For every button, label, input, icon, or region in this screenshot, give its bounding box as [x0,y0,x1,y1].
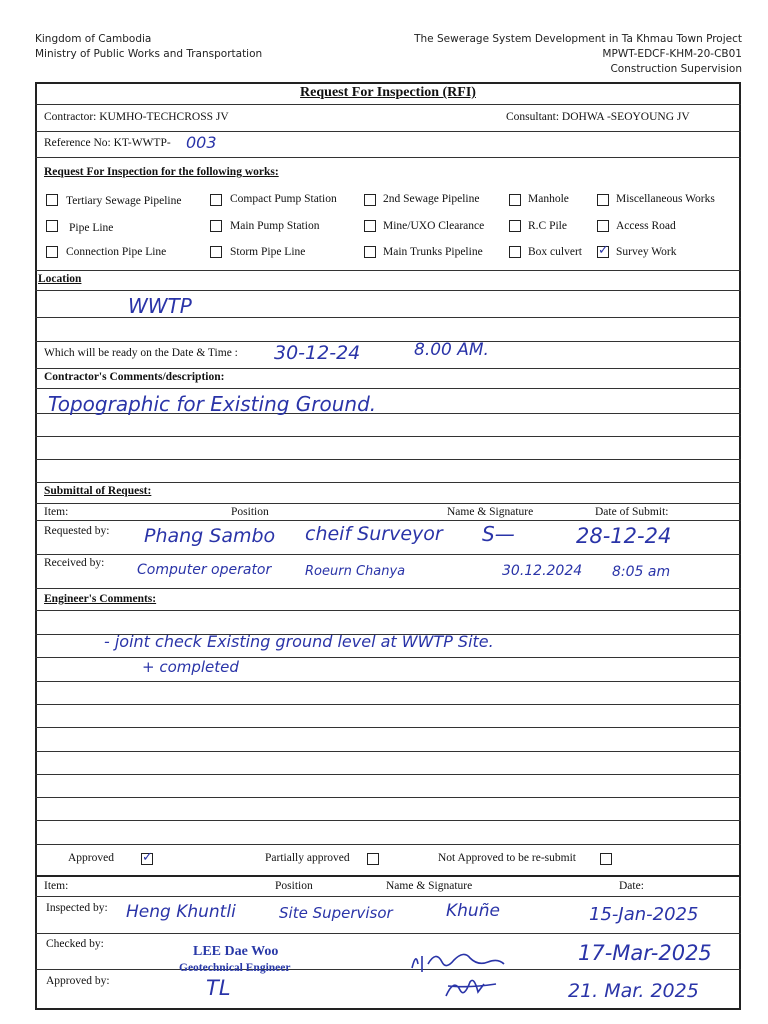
checkbox-survey-work[interactable] [597,243,609,258]
partially-approved-label: Partially approved [265,852,350,864]
not-approved-label: Not Approved to be re-submit [438,852,576,864]
rule [35,104,741,105]
inspected-by-label: Inspected by: [46,902,108,914]
location-value: WWTP [128,294,192,318]
rule [35,157,741,158]
work-label: Storm Pipe Line [230,246,306,258]
work-label: Survey Work [616,246,677,258]
requested-date: 28-12-24 [576,524,672,548]
checked-stamp-title: Geotechnical Engineer [179,962,291,974]
col-position: Position [275,880,313,892]
rule [35,554,741,555]
approved-label: Approved [68,852,114,864]
checkbox-rc-pile[interactable] [509,220,521,232]
rule [35,704,741,705]
rule [35,368,741,369]
checked-by-label: Checked by: [46,938,104,950]
checkbox-access-road[interactable] [597,220,609,232]
received-time: 8:05 am [612,564,671,580]
requested-by-label: Requested by: [44,525,110,537]
work-label: Main Pump Station [230,220,320,232]
inspected-signature: Khuñe [446,901,500,921]
checkbox-manhole[interactable] [509,194,521,206]
rule [35,503,741,504]
work-label: Connection Pipe Line [66,246,167,258]
work-label: 2nd Sewage Pipeline [383,193,480,205]
col-name-signature: Name & Signature [447,506,534,518]
col-item: Item: [44,506,69,518]
ministry-text: Ministry of Public Works and Transportation [35,48,263,60]
inspected-date: 15-Jan-2025 [589,904,699,925]
rule [35,131,741,132]
rule [35,482,741,483]
col-position: Position [231,506,269,518]
requested-name: Phang Sambo [144,525,276,547]
checkbox-compact-pump[interactable] [210,194,222,206]
checkbox-mine-uxo[interactable] [364,220,376,232]
rule [35,290,741,291]
project-name: The Sewerage System Development in Ta Khmau Town Project [414,33,742,45]
work-label: Tertiary Sewage Pipeline [66,195,182,207]
work-label: Manhole [528,193,569,205]
checked-date: 17-Mar-2025 [578,941,712,965]
checkbox-box-culvert[interactable] [509,246,521,258]
contractor-comments-label: Contractor's Comments/description: [44,371,225,383]
checkbox-storm-pipe[interactable] [210,246,222,258]
col-item: Item: [44,880,69,892]
ready-time: 8.00 AM. [414,340,489,360]
reference-number: 003 [186,133,217,152]
received-position: Computer operator [137,562,272,578]
rule [35,933,741,934]
work-label: Miscellaneous Works [616,193,715,205]
work-label: R.C Pile [528,220,567,232]
inspected-position: Site Supervisor [279,904,393,922]
work-label: Pipe Line [69,222,114,234]
work-label: Access Road [616,220,676,232]
ready-date: 30-12-24 [274,342,361,364]
consultant-label: Consultant: DOHWA -SEOYOUNG JV [506,111,690,123]
rule [35,820,741,821]
rule [35,875,741,877]
kingdom-text: Kingdom of Cambodia [35,33,152,45]
rule [35,270,741,271]
requested-position: cheif Surveyor [305,523,443,545]
received-name: Roeurn Chanya [305,564,406,579]
rule [35,610,741,611]
checkbox-connection-pipe[interactable] [46,246,58,258]
checkbox-approved[interactable] [141,850,153,865]
approved-date: 21. Mar. 2025 [568,980,699,1002]
checkbox-misc-works[interactable] [597,194,609,206]
checkbox-pipe-line[interactable] [46,220,58,232]
rule [35,774,741,775]
engineer-comment-line1: - joint check Existing ground level at WWTP Site. [104,632,494,651]
contractor-comments-text: Topographic for Existing Ground. [48,392,377,416]
works-heading: Request For Inspection for the following works: [44,166,279,178]
form-title: Request For Inspection (RFI) [300,85,476,100]
rule [35,388,741,389]
contractor-label: Contractor: KUMHO-TECHCROSS JV [44,111,229,123]
rule [35,588,741,589]
work-label: Box culvert [528,246,582,258]
supervision-text: Construction Supervision [610,63,742,75]
rule [35,681,741,682]
rule [35,797,741,798]
submittal-label: Submittal of Request: [44,485,152,497]
rule [35,969,741,970]
rule [35,459,741,460]
approved-signature-icon [440,972,500,1002]
project-header [414,32,742,77]
work-label: Mine/UXO Clearance [383,220,485,232]
rule [35,751,741,752]
ready-label: Which will be ready on the Date & Time : [44,347,238,359]
issuer-header [35,32,262,62]
checkmark-icon: ✓ [598,243,609,258]
checkmark-icon: ✓ [142,850,153,865]
approved-by-label: Approved by: [46,975,110,987]
requested-signature: S— [482,522,515,546]
checkbox-2nd-sewage[interactable] [364,194,376,206]
location-label: Location [38,273,82,285]
col-date-submit: Date of Submit: [595,506,669,518]
checkbox-not-approved[interactable] [600,853,612,865]
rule [35,341,741,342]
rule [35,436,741,437]
rule [35,844,741,845]
received-by-label: Received by: [44,557,105,569]
engineer-comment-line2: + completed [142,658,239,676]
checkbox-partially-approved[interactable] [367,853,379,865]
rule [35,896,741,897]
received-date: 30.12.2024 [502,563,583,579]
approved-initials: TL [206,976,231,1000]
work-label: Main Trunks Pipeline [383,246,483,258]
col-date: Date: [619,880,644,892]
checked-stamp-name: LEE Dae Woo [193,944,279,959]
col-name-signature: Name & Signature [386,880,473,892]
checkbox-tertiary-sewage[interactable] [46,194,58,206]
checkbox-main-pump[interactable] [210,220,222,232]
contract-number: MPWT-EDCF-KHM-20-CB01 [602,48,742,60]
inspected-name: Heng Khuntli [126,902,236,922]
work-label: Compact Pump Station [230,193,337,205]
checkbox-main-trunks[interactable] [364,246,376,258]
rule [35,520,741,521]
rule [35,727,741,728]
reference-label: Reference No: KT-WWTP- [44,137,171,149]
rule [35,657,741,658]
engineer-comments-label: Engineer's Comments: [44,593,157,605]
